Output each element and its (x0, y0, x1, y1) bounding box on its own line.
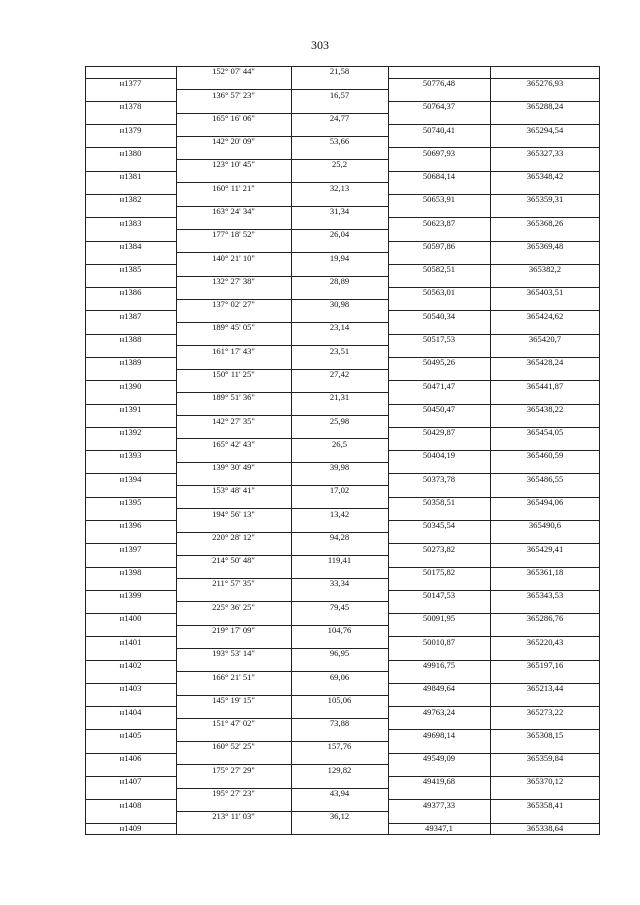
direction-angle: 151° 47' 02" (212, 718, 255, 729)
coordinate-y: 365286,76 (526, 613, 564, 624)
point-id: н1387 (119, 310, 142, 321)
coordinate-x: 50010,87 (422, 636, 456, 647)
coordinate-y: 365441,87 (526, 380, 564, 391)
coordinate-y: 365403,51 (526, 287, 564, 298)
point-id: н1379 (119, 124, 142, 135)
coordinate-x: 49347,1 (425, 822, 453, 833)
coordinate-y: 365420,7 (528, 334, 562, 345)
direction-angle: 161° 17' 43" (212, 345, 255, 356)
segment-length: 32,13 (329, 182, 350, 193)
coordinate-x: 50147,53 (422, 590, 456, 601)
point-id: н1404 (119, 706, 142, 717)
segment-length: 23,14 (329, 322, 350, 333)
direction-angle: 194° 56' 13" (212, 508, 255, 519)
coordinate-y: 365424,62 (526, 310, 564, 321)
direction-angle: 189° 45' 05" (212, 322, 255, 333)
point-id: н1397 (119, 543, 142, 554)
coordinate-x: 49849,64 (422, 683, 456, 694)
coordinate-y: 365348,42 (526, 171, 564, 182)
direction-angle: 139° 30' 49" (212, 462, 255, 473)
segment-length: 25,98 (329, 415, 350, 426)
coordinate-x: 50597,86 (422, 240, 456, 251)
direction-angle: 175° 27' 29" (212, 764, 255, 775)
segment-length: 30,98 (329, 299, 350, 310)
coordinate-y: 365220,43 (526, 636, 564, 647)
point-id: н1386 (119, 287, 142, 298)
direction-angle: 137° 02' 27" (212, 299, 255, 310)
direction-angle: 166° 21' 51" (212, 671, 255, 682)
direction-angle: 152° 07' 44" (212, 66, 255, 77)
point-id: н1383 (119, 217, 142, 228)
coordinate-x: 50450,47 (422, 403, 456, 414)
direction-angle: 132° 27' 38" (212, 275, 255, 286)
segment-length: 16,57 (329, 89, 350, 100)
direction-angle: 211° 57' 35" (212, 578, 255, 589)
direction-angle: 189° 51' 36" (212, 392, 255, 403)
direction-angle: 219° 17' 09" (212, 625, 255, 636)
direction-angle: 145° 19' 15" (212, 694, 255, 705)
point-id: н1400 (119, 613, 142, 624)
boundary-coordinates-table (85, 66, 600, 835)
direction-angle: 225° 36' 25" (212, 601, 255, 612)
coordinate-x: 50764,37 (422, 101, 456, 112)
coordinate-y: 365273,22 (526, 706, 564, 717)
page-number: 303 (311, 38, 329, 52)
coordinate-x: 50345,54 (422, 520, 456, 531)
coordinate-x: 49698,14 (422, 729, 456, 740)
direction-angle: 140° 21' 10" (212, 252, 255, 263)
segment-length: 24,77 (329, 112, 350, 123)
segment-length: 79,45 (329, 601, 350, 612)
point-id: н1385 (119, 264, 142, 275)
direction-angle: 165° 42' 43" (212, 438, 255, 449)
coordinate-y: 365494,06 (526, 497, 564, 507)
coordinate-y: 365327,33 (526, 147, 564, 158)
coordinate-x: 49549,09 (422, 753, 456, 764)
row-rule (85, 834, 600, 835)
segment-length: 105,06 (327, 694, 352, 705)
direction-angle: 153° 48' 41" (212, 485, 255, 496)
direction-angle: 142° 27' 35" (212, 415, 255, 426)
coordinate-x: 50517,53 (422, 334, 456, 345)
point-id: н1394 (119, 473, 142, 484)
point-id: н1399 (119, 590, 142, 601)
segment-length: 19,94 (329, 252, 350, 263)
coordinate-y: 365213,44 (526, 683, 564, 694)
coordinate-y: 365369,48 (526, 240, 564, 251)
coordinate-y: 365361,18 (526, 566, 564, 577)
direction-angle: 193° 53' 14" (212, 648, 255, 659)
coordinate-y: 365454,05 (526, 427, 564, 438)
coordinate-y: 365343,53 (526, 590, 564, 601)
coordinate-x: 50373,78 (422, 473, 456, 484)
coordinate-x: 50582,51 (422, 264, 456, 275)
coordinate-x: 50404,19 (422, 450, 456, 461)
coordinate-y: 365359,31 (526, 194, 564, 205)
coordinate-y: 365288,24 (526, 101, 564, 112)
point-id: н1380 (119, 147, 142, 158)
coordinate-x: 49763,24 (422, 706, 456, 717)
point-id: н1401 (119, 636, 142, 647)
direction-angle: 220° 28' 12" (212, 531, 255, 542)
segment-length: 27,42 (329, 368, 350, 379)
coordinate-x: 50563,01 (422, 287, 456, 298)
segment-length: 26,5 (331, 438, 348, 449)
coordinate-x: 50273,82 (422, 543, 456, 554)
point-id: н1378 (119, 101, 142, 112)
coordinate-y: 365460,59 (526, 450, 564, 461)
point-id: н1405 (119, 729, 142, 740)
point-id: н1393 (119, 450, 142, 461)
direction-angle: 177° 18' 52" (212, 229, 255, 240)
coordinate-y: 365370,12 (526, 776, 564, 787)
point-id: н1398 (119, 566, 142, 577)
direction-angle: 213° 11' 03" (212, 811, 255, 822)
segment-length: 39,98 (329, 462, 350, 473)
point-id: н1395 (119, 497, 142, 507)
coordinate-y: 365382,2 (528, 264, 562, 275)
coordinate-x: 50091,95 (422, 613, 456, 624)
segment-length: 96,95 (329, 648, 350, 659)
direction-angle: 160° 11' 21" (212, 182, 255, 193)
point-id: н1382 (119, 194, 142, 205)
coordinate-y: 365197,16 (526, 659, 564, 670)
coordinate-x: 50429,87 (422, 427, 456, 438)
point-id: н1408 (119, 799, 142, 810)
coordinate-x: 49916,75 (422, 659, 456, 670)
point-id: н1391 (119, 403, 142, 414)
point-id: н1402 (119, 659, 142, 670)
coordinate-x: 50540,34 (422, 310, 456, 321)
segment-length: 17,02 (329, 485, 350, 496)
segment-length: 25,2 (331, 159, 348, 170)
segment-length: 69,06 (329, 671, 350, 682)
coordinate-y: 365438,22 (526, 403, 564, 414)
coordinate-x: 50653,91 (422, 194, 456, 205)
segment-length: 26,04 (329, 229, 350, 240)
coordinate-x: 50776,48 (422, 77, 456, 88)
point-id: н1388 (119, 334, 142, 345)
coordinate-x: 50623,87 (422, 217, 456, 228)
segment-length: 13,42 (329, 508, 350, 519)
point-id: н1403 (119, 683, 142, 694)
coordinate-y: 365368,26 (526, 217, 564, 228)
direction-angle: 136° 57' 23" (212, 89, 255, 100)
segment-length: 21,31 (329, 392, 350, 403)
point-id: н1381 (119, 171, 142, 182)
segment-length: 23,51 (329, 345, 350, 356)
coordinate-y: 365338,64 (526, 822, 564, 833)
segment-length: 73,88 (329, 718, 350, 729)
point-id: н1407 (119, 776, 142, 787)
coordinate-y: 365308,15 (526, 729, 564, 740)
point-id: н1409 (119, 822, 142, 833)
segment-length: 94,28 (329, 531, 350, 542)
coordinate-x: 49419,68 (422, 776, 456, 787)
coordinate-x: 50175,82 (422, 566, 456, 577)
coordinate-x: 50684,14 (422, 171, 456, 182)
coordinate-y: 365428,24 (526, 357, 564, 368)
direction-angle: 195° 27' 23" (212, 788, 255, 798)
segment-length: 104,76 (327, 625, 352, 636)
direction-angle: 163° 24' 34" (212, 206, 255, 216)
segment-length: 43,94 (329, 788, 350, 798)
direction-angle: 150° 11' 25" (212, 368, 255, 379)
point-id: н1390 (119, 380, 142, 391)
direction-angle: 123° 10' 45" (212, 159, 255, 170)
point-id: н1384 (119, 240, 142, 251)
segment-length: 33,34 (329, 578, 350, 589)
point-id: н1389 (119, 357, 142, 368)
coordinate-x: 49377,33 (422, 799, 456, 810)
point-id: н1392 (119, 427, 142, 438)
coordinate-x: 50358,51 (422, 497, 456, 507)
coordinate-y: 365429,41 (526, 543, 564, 554)
direction-angle: 214° 50' 48" (212, 555, 255, 566)
coordinate-x: 50697,93 (422, 147, 456, 158)
direction-angle: 165° 16' 06" (212, 112, 255, 123)
segment-length: 53,66 (329, 136, 350, 147)
point-id: н1377 (119, 77, 142, 88)
segment-length: 157,76 (327, 741, 352, 752)
direction-angle: 142° 20' 09" (212, 136, 255, 147)
coordinate-x: 50495,26 (422, 357, 456, 368)
segment-length: 129,82 (327, 764, 352, 775)
segment-length: 31,34 (329, 206, 350, 216)
segment-length: 36,12 (329, 811, 350, 822)
segment-length: 119,41 (327, 555, 352, 566)
coordinate-y: 365486,55 (526, 473, 564, 484)
point-id: н1396 (119, 520, 142, 531)
point-id: н1406 (119, 753, 142, 764)
segment-length: 21,58 (329, 66, 350, 77)
coordinate-x: 50471,47 (422, 380, 456, 391)
coordinate-y: 365294,54 (526, 124, 564, 135)
segment-length: 28,89 (329, 275, 350, 286)
coordinate-y: 365359,84 (526, 753, 564, 764)
coordinate-y: 365276,93 (526, 77, 564, 88)
coordinate-y: 365490,6 (528, 520, 562, 531)
direction-angle: 160° 52' 25" (212, 741, 255, 752)
coordinate-y: 365358,41 (526, 799, 564, 810)
coordinate-x: 50740,41 (422, 124, 456, 135)
